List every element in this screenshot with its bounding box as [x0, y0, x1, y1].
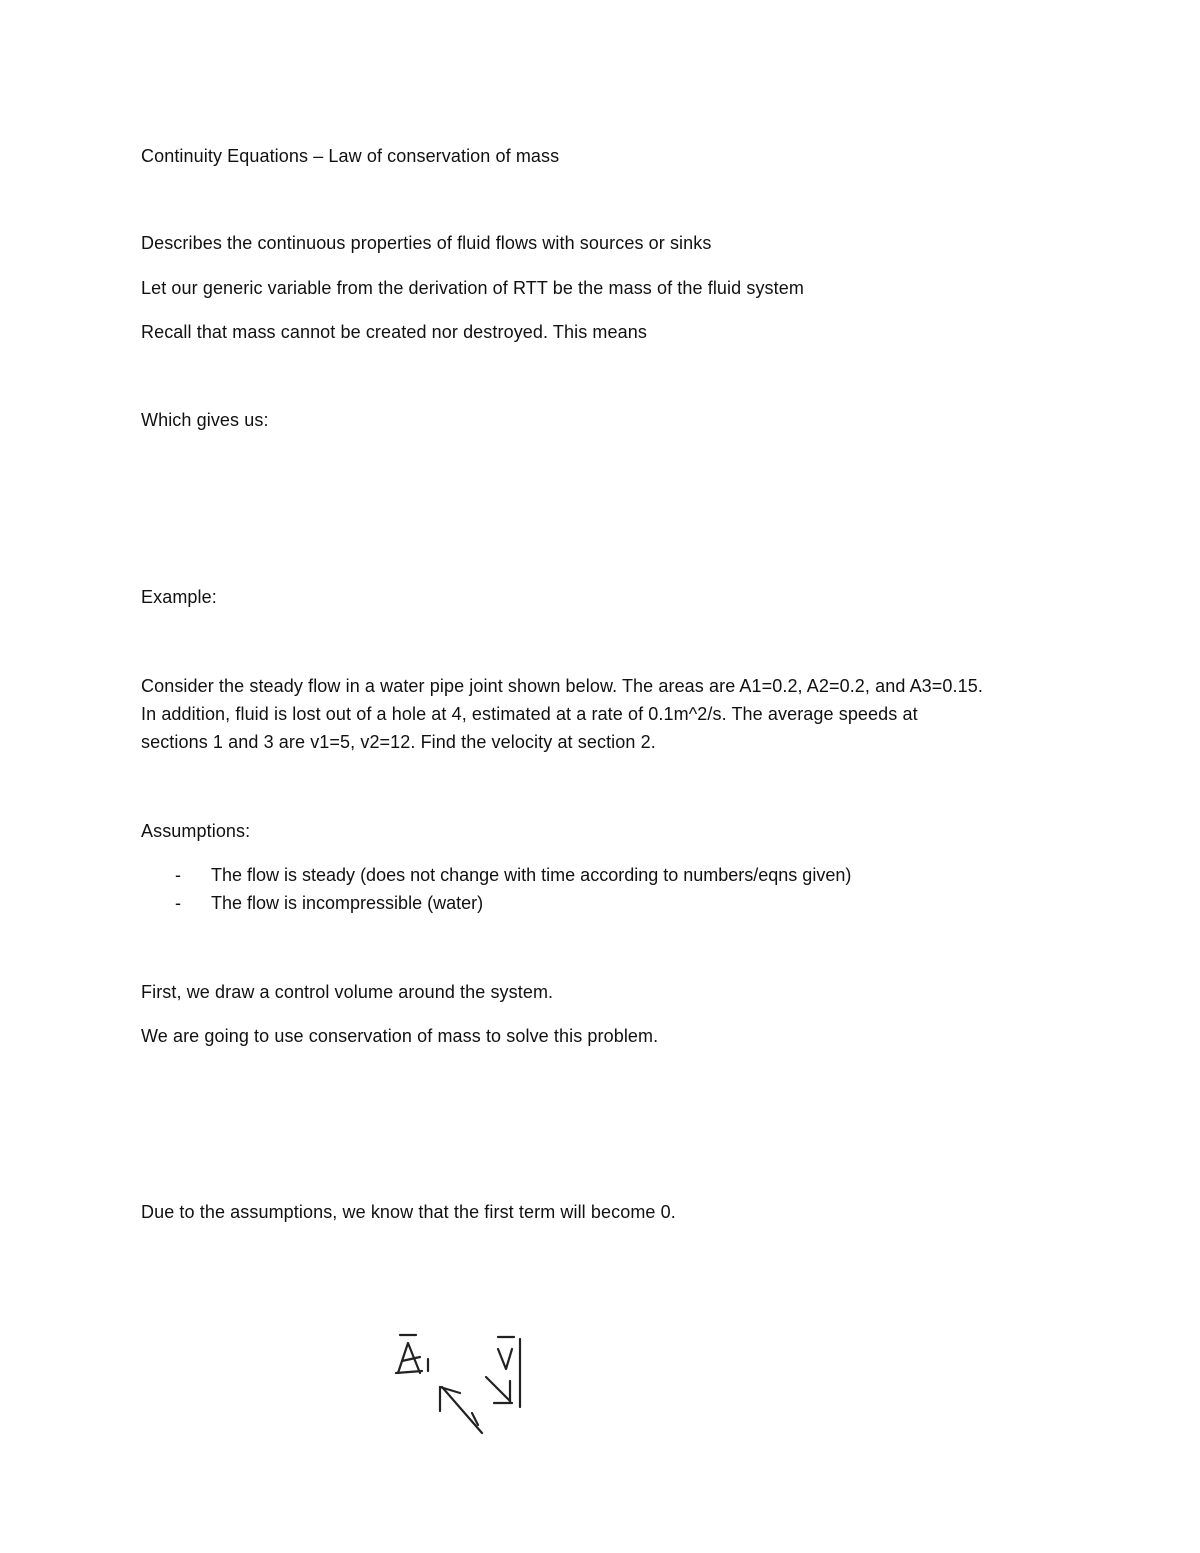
handwritten-sketch: [380, 1325, 550, 1445]
handwritten-arrow-down-right: [486, 1377, 512, 1403]
handwritten-a1-symbol: [396, 1335, 428, 1373]
problem-line-3: sections 1 and 3 are v1=5, v2=12. Find the velocity at section 2.: [141, 732, 656, 752]
assumptions-label: Assumptions:: [141, 821, 251, 841]
conservation-line: We are going to use conservation of mass to solve this problem.: [141, 1026, 659, 1046]
first-term-line: Due to the assumptions, we know that the first term will become 0.: [141, 1202, 676, 1222]
intro-line-2: Let our generic variable from the derivation of RTT be the mass of the fluid system: [141, 278, 804, 298]
which-gives-label: Which gives us:: [141, 410, 269, 430]
example-label: Example:: [141, 587, 217, 607]
bullet-marker: -: [175, 865, 181, 885]
assumption-item-2: The flow is incompressible (water): [211, 893, 484, 913]
page-title: Continuity Equations – Law of conservation of mass: [141, 146, 560, 166]
intro-line-3: Recall that mass cannot be created nor destroyed. This means: [141, 322, 647, 342]
handwritten-arrow-up-left: [440, 1387, 482, 1433]
assumption-item-1: The flow is steady (does not change with time according to numbers/eqns given): [211, 865, 852, 885]
problem-line-1: Consider the steady flow in a water pipe joint shown below. The areas are A1=0.2, A2=0.2, and A3=0.15.: [141, 676, 983, 696]
problem-line-2: In addition, fluid is lost out of a hole at 4, estimated at a rate of 0.1m^2/s. The average speeds at: [141, 704, 918, 724]
bullet-marker: -: [175, 893, 181, 913]
intro-line-1: Describes the continuous properties of fluid flows with sources or sinks: [141, 233, 712, 253]
control-volume-line: First, we draw a control volume around the system.: [141, 982, 554, 1002]
